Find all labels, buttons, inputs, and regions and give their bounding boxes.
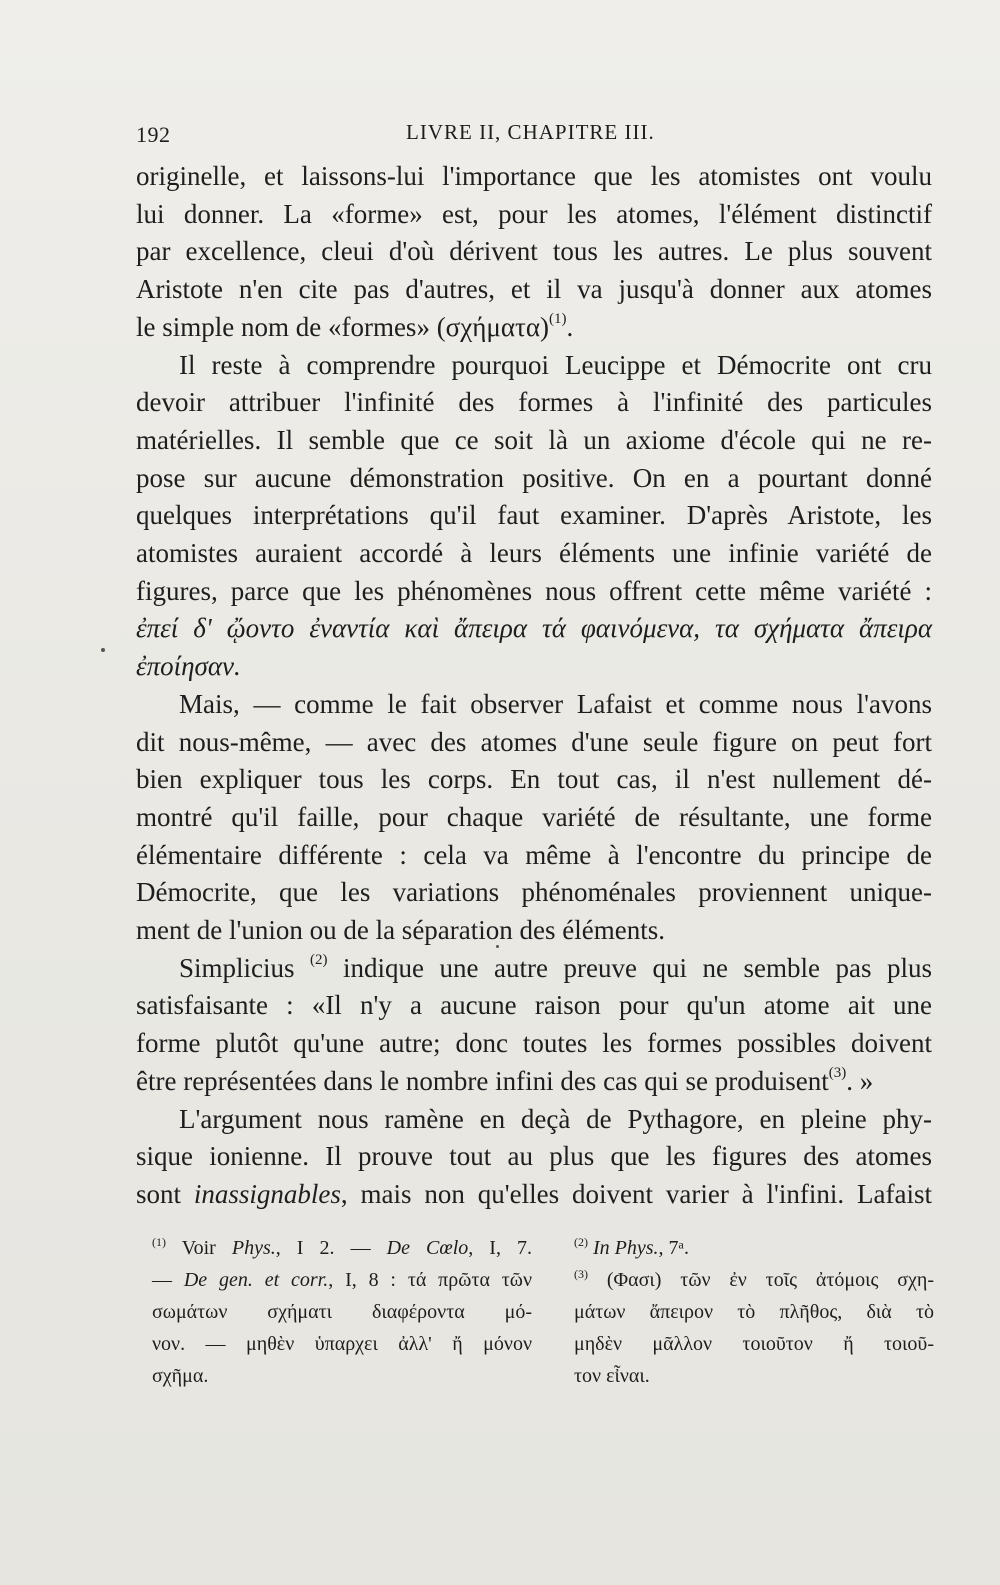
emphasis: De gen. et corr.	[183, 1269, 329, 1291]
footnote-column-left	[152, 1232, 532, 1392]
text-line: quelques interprétations qu'il faut examiner. D'après Aristote, les	[136, 500, 932, 531]
paper-speck	[496, 945, 499, 948]
text-line: dit nous-même, — avec des atomes d'une seule figure on peut fort	[136, 726, 932, 757]
text-span: Voir	[181, 1237, 216, 1259]
text-line: élémentaire différente : cela va même à l'encontre du principe de	[136, 839, 932, 870]
text-line: matérielles. Il semble que ce soit là un axiome d'école qui ne re-	[136, 424, 932, 455]
text-span: —	[152, 1269, 172, 1291]
greek-quote-line: ἐποίησαν.	[136, 651, 241, 682]
text-line	[136, 309, 932, 347]
running-title: LIVRE II, CHAPITRE III.	[406, 120, 655, 144]
footnote-1	[152, 1232, 532, 1264]
text-line: Démocrite, que les variations phénoménales proviennent unique-	[136, 877, 932, 908]
text-line: originelle, et laissons-lui l'importance que les atomistes ont voulu	[136, 161, 932, 191]
text-line: forme plutôt qu'une autre; donc toutes les formes possibles doivent	[136, 1028, 932, 1059]
footnote-line: σωμάτων σχήματι διαφέροντα μό-	[152, 1301, 532, 1323]
greek-quote-line: ἐπεί δ' ᾤοντο ἐναντία καὶ ἄπειρα τά φαινόμενα, τα σχήματα ἄπειρα	[136, 613, 932, 644]
text-line: montré qu'il faille, pour chaque variété de résultante, une forme	[136, 801, 932, 832]
text-span: , I 2. —	[275, 1237, 371, 1259]
text-span: Simplicius	[179, 952, 295, 983]
footnote-line: νον. — μηθὲν ὑπαρχει ἀλλ' ἤ μόνον	[152, 1333, 532, 1355]
text-span: (Φασι) τῶν ἐν τοῖς ἀτόμοις σχη-	[606, 1269, 935, 1291]
emphasis: In Phys.	[593, 1237, 659, 1259]
page-number: 192	[136, 122, 171, 147]
text-line: Mais, — comme le fait observer Lafaist et comme nous l'avons	[179, 688, 932, 719]
text-line: lui donner. La «forme» est, pour les atomes, l'élément distinctif	[136, 198, 932, 229]
footnote-ref: (3)	[828, 1064, 847, 1081]
text-line: ment de l'union ou de la séparation des éléments.	[136, 915, 665, 946]
footnotes	[136, 1232, 935, 1412]
text-span: , 7ᵃ.	[658, 1237, 690, 1259]
footnote-line: μηδὲν μᾶλλον τοιοῦτον ἤ τοιοῦ-	[574, 1333, 934, 1355]
footnote-line: σχῆμα.	[152, 1365, 209, 1387]
footnote-mark: (3)	[574, 1267, 588, 1281]
text-span: , I, 7.	[468, 1237, 533, 1259]
text-line: satisfaisante : «Il n'y a aucune raison pour qu'un atome ait une	[136, 990, 932, 1021]
footnote-ref: (2)	[310, 951, 328, 968]
footnote-mark: (2)	[574, 1235, 588, 1249]
text-line: atomistes auraient accordé à leurs éléments une infinie variété de	[136, 538, 932, 569]
text-line: bien expliquer tous les corps. En tout cas, il n'est nullement dé-	[136, 764, 932, 795]
text-line	[136, 950, 932, 988]
footnote-2	[574, 1232, 934, 1264]
footnote-column-right	[574, 1232, 934, 1392]
text-line	[136, 1176, 932, 1214]
text-line: pose sur aucune démonstration positive. On en a pourtant donné	[136, 462, 932, 493]
emphasis: De Cœlo	[386, 1237, 469, 1259]
text-span: sont	[136, 1178, 182, 1209]
footnote-mark: (1)	[152, 1235, 166, 1249]
text-span: le simple nom de «formes» (σχήματα)	[136, 311, 549, 342]
text-line	[136, 1063, 932, 1101]
main-text	[136, 158, 932, 1214]
text-line: figures, parce que les phénomènes nous offrent cette même variété :	[136, 575, 932, 606]
text-line: L'argument nous ramène en deçà de Pythagore, en pleine phy-	[179, 1103, 932, 1134]
footnote-ref: (1)	[548, 310, 567, 327]
emphasis: inassignables	[193, 1178, 341, 1209]
footnote-3	[574, 1264, 934, 1296]
text-span: , I, 8 : τά πρῶτα τῶν	[328, 1269, 533, 1291]
footnote-line: μάτων ἄπειρον τὸ πλῆθος, διὰ τὸ	[574, 1301, 934, 1323]
running-header	[136, 118, 932, 152]
footnote-line: τον εἶναι.	[574, 1365, 650, 1387]
text-span: indique une autre preuve qui ne semble pas plus	[343, 952, 933, 983]
text-line: Il reste à comprendre pourquoi Leucippe et Démocrite ont cru	[179, 349, 932, 380]
footnote-line	[152, 1264, 532, 1296]
text-span: être représentées dans le nombre infini des cas qui se produisent	[136, 1065, 829, 1096]
text-line: par excellence, cleui d'où dérivent tous les autres. Le plus souvent	[136, 236, 932, 267]
text-line: Aristote n'en cite pas d'autres, et il va jusqu'à donner aux atomes	[136, 274, 932, 305]
text-span: , mais non qu'elles doivent varier à l'infini. Lafaist	[340, 1178, 932, 1209]
text-span: .	[566, 311, 574, 342]
emphasis: Phys.	[231, 1237, 276, 1259]
text-line: sique ionienne. Il prouve tout au plus que les figures des atomes	[136, 1141, 932, 1172]
text-span: . »	[846, 1065, 874, 1096]
text-line: devoir attribuer l'infinité des formes à l'infinité des particules	[136, 387, 932, 418]
paper-speck	[101, 648, 105, 652]
